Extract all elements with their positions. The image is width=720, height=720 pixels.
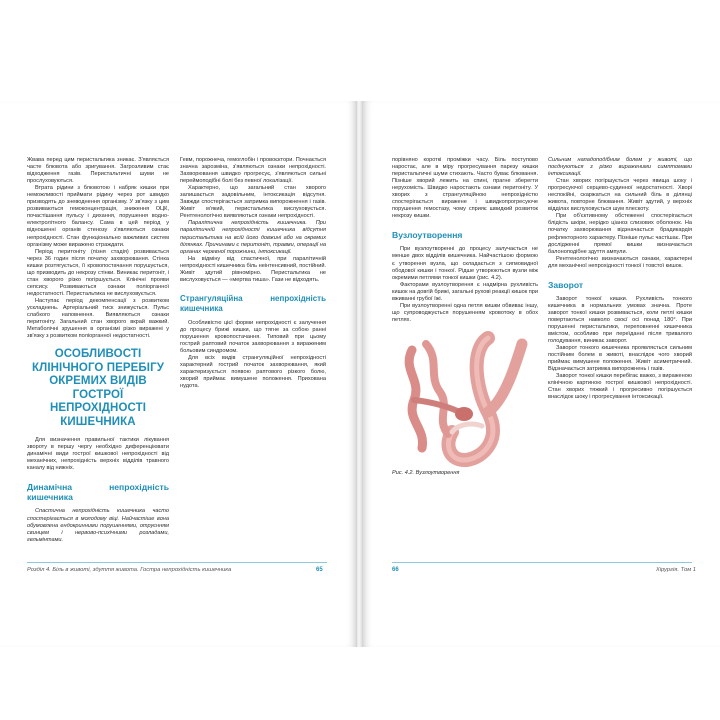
right-column-1: [392, 157, 538, 477]
paragraph: Рентгенологічно визначаються ознаки, характерні для механічної непрохідності тонкої і товстої кишок.: [548, 255, 692, 269]
figure-caption: Рис. 4.2. Вузлоутворення: [392, 469, 460, 476]
left-column-2: [180, 157, 326, 390]
paragraph: Для всіх видів странгуляційної непрохідності характерний гострий початок захворювання, який характеризується появою раптового різкого болю, хворий приймає вимушене положення. Прихована нудота.: [180, 355, 326, 390]
paragraph: порівняно короткі проміжки часу. Біль поступово наростає, але в міру прогресування парезу кишки перистальтичні шуми стихають. Часто буває блювання. Пізніше хворий лежить на спині, прагне зберегти нерухомість. Швидко наростають ознаки перитоніту. У хворих з странгуляційною непрохідністю спостерігається виражене і швидкопрогресуюче порушення гемостазу, чому сприяє швидкий розвиток некрозу кишки.: [392, 157, 538, 220]
right-page: [362, 101, 720, 647]
paragraph: Заворот тонкої кишки. Рухливість тонкого кишечника в нормальних умовах значна. Проте заворот тонкої кишки розвивається, коли петлі кишки повертаються навколо своєї осі понад 180°. При порушенні перистальтики, переповненні кишечника вмістом, особливо при переїданні після тривалого голодування, виникає заворот.: [548, 295, 692, 345]
paragraph: На відміну від спастичної, при паралітичній непрохідності кишечника біль неінтенсивний, постійний. Живіт здутий рівномірно. Перистальтика не вислуховується — «мертва тиша». Гази не відходять.: [180, 255, 326, 283]
paragraph: Заворот тонкого кишечника проявляється сильним постійним болем в животі, внаслідок чого хворий приймає вимушене положення. Живіт асиметричний. Відзначається затримка випорожнень і газів.: [548, 345, 692, 373]
paragraph: Наступає період декомпенсації з розвитком ускладнень. Артеріальний тиск знижується. Пульс слабкого наповнення. Виявляються ознаки перитоніту. Загальний стан хворого вкрай важкий. Метаболічні зрушення в організмі різко виражені у зв'язку з розвитком поліорганної недостатності.: [27, 297, 169, 340]
page-number: 66: [392, 567, 399, 573]
paragraph: Особливістю цієї форми непрохідності є залучення до процесу брижі кишки, що тягне за собою ранні порушення кровопостачання. Типовий при цьому гострий раптовий початок захворювання з вираженим больовим синдромом.: [180, 319, 326, 355]
subsection-title-strangulation: Странгуляційна непрохідність кишечника: [180, 293, 326, 313]
paragraph: Паралітична непрохідність кишечника. При паралітичній непрохідності кишечника відсутня перистальтика на всій його довжині або на окремих ділянках. Причинами є перитоніт, травми, операції на органах черевної порожнини, інтоксикації.: [180, 220, 326, 255]
right-column-2: [548, 157, 692, 401]
intestine-knot-illustration: [392, 330, 538, 468]
subsection-title-dynamic: Динамічна непрохідність кишечника: [27, 482, 169, 503]
paragraph: Період перитоніту (пізня стадія) розвивається через 36 годин після початку захворювання. Стінка кишки розтягується, її кровопостачання порушується, що призводить до некрозу стінки. Виникає перитоніт, і стан хворого різко погіршується. Клінічні прояви сепсису. Розвиваються ознаки поліорганної недостатності. Перистальтика не вислуховується.: [27, 248, 169, 297]
paragraph: Заворот тонкої кишки перебігає важко, з вираженою клінічною картиною гострої кишкової непрохідності. Стан хворих тяжкий і прогресивно погіршується внаслідок шоку і прогресування інтоксикації.: [548, 373, 692, 401]
figure-knotting: [392, 330, 538, 468]
footer-rule: [392, 562, 692, 563]
footer-rule: [27, 562, 327, 563]
paragraph: При вузлоутворенні до процесу залучається не менше двох відділів кишечника. Найчастішою формою є утворення вузла, що складається з сигмовидної ободової кишки і тонкої. Рідше утворюються вузли між окремими петлями тонкої кишки (рис. 4.2).: [392, 246, 538, 281]
paragraph: Факторами вузлоутворення є надмірна рухливість кишок на довгій брижі, загальні рухові реакції кишок при вживанні грубої їжі.: [392, 281, 538, 302]
left-page: [0, 101, 357, 647]
footer-book-title: Хірургія. Том 1: [655, 567, 696, 573]
paragraph: Характерно, що загальний стан хворого залишається задовільним, інтоксикація відсутня. Завжди спостерігається затримка випорожнення і газів. Живіт м'який, перистальтика вислуховується. Рентгенологічно виявляються ознаки непрохідності.: [180, 185, 326, 220]
paragraph: Втрата рідини з блювотою і набряк кишки при неможливості приймати рідину через рот швидко призводять до зневоднення організму. У зв'язку з цим розвиваються гемоконцентрація, зниження ОЦК, почастішання пульсу і дихання, порушення водно-електролітного балансу. Сама в цей період у відношенні органів стенозу з'являються ознаки непрохідності. Стан функціонально важливих систем організму може виражено страждати.: [27, 185, 169, 248]
subsection-title-knotting: Вузлоутворення: [392, 230, 463, 241]
paragraph: Стан хворих погіршується через явища шоку і прогресуючої серцево-судинної недостатності. Хворі неспокійні, скаржаться на сильний біль в ділянці живота, повторне блювання. Живіт здутий, у верхніх відділах вислуховується шум плескоту.: [548, 178, 692, 213]
section-title: ОСОБЛИВОСТІ КЛІНІЧНОГО ПЕРЕБІГУ ОКРЕМИХ ВИДІВ ГОСТРОЇ НЕПРОХІДНОСТІ КИШЕЧНИКА: [32, 348, 164, 428]
paragraph: При вузлоутворенні одна петля кишки обвиває іншу, що супроводжується порушенням кровотоку в обох петлях.: [392, 302, 538, 323]
paragraph: Жвава перед цим перистальтика зникає. З'являється часте блювота або зригування. Загрозливим стає відходження газів. Перистальтичні шуми не прослуховуються.: [27, 157, 169, 185]
footer-chapter: Розділ 4. Біль в животі, здуття живота. Гостра непрохідність кишечника: [27, 567, 232, 573]
paragraph: Для визначення правильної тактики лікування звороту в першу чергу необхідно диференціювати динамічні види гострої кишкової непрохідності від механічних, непрохідність верхніх відділів травного каналу від нижніх.: [27, 437, 169, 472]
paragraph: Гевм, порожнеча, гемоглобін і провоєктори. Почнається значна зарозміна, з'являються ознаки непрохідності. Захворювання швидко прогресує, з'являються сильні переймоподібні болі без певної локалізації.: [180, 157, 326, 185]
page-number: 65: [316, 567, 323, 573]
left-column-1: [27, 157, 169, 544]
paragraph: Сильним нападоподібним болем у животі, що поєднуються з різко вираженими симптомами інтоксикації.: [548, 157, 692, 178]
subsection-title-volvulus: Заворот: [548, 279, 584, 290]
paragraph: Спастична непрохідність кишечника часто спостерігається в молодому віці. Найчастіше вона обумовлена ендокринними порушеннями, отруєнням свинцем і нервово-психічними розладами, гельмінтами.: [27, 508, 169, 543]
paragraph: При об'єктивному обстеженні спостерігається блідість шкіри, нерідко ціаноз слизових оболонок. На початку захворювання відзначається брадикардія рефлекторного характеру. Пізніше пульс частішає. При дослідженні прямої кишки визначається балоноподібне здуття ампули.: [548, 213, 692, 255]
